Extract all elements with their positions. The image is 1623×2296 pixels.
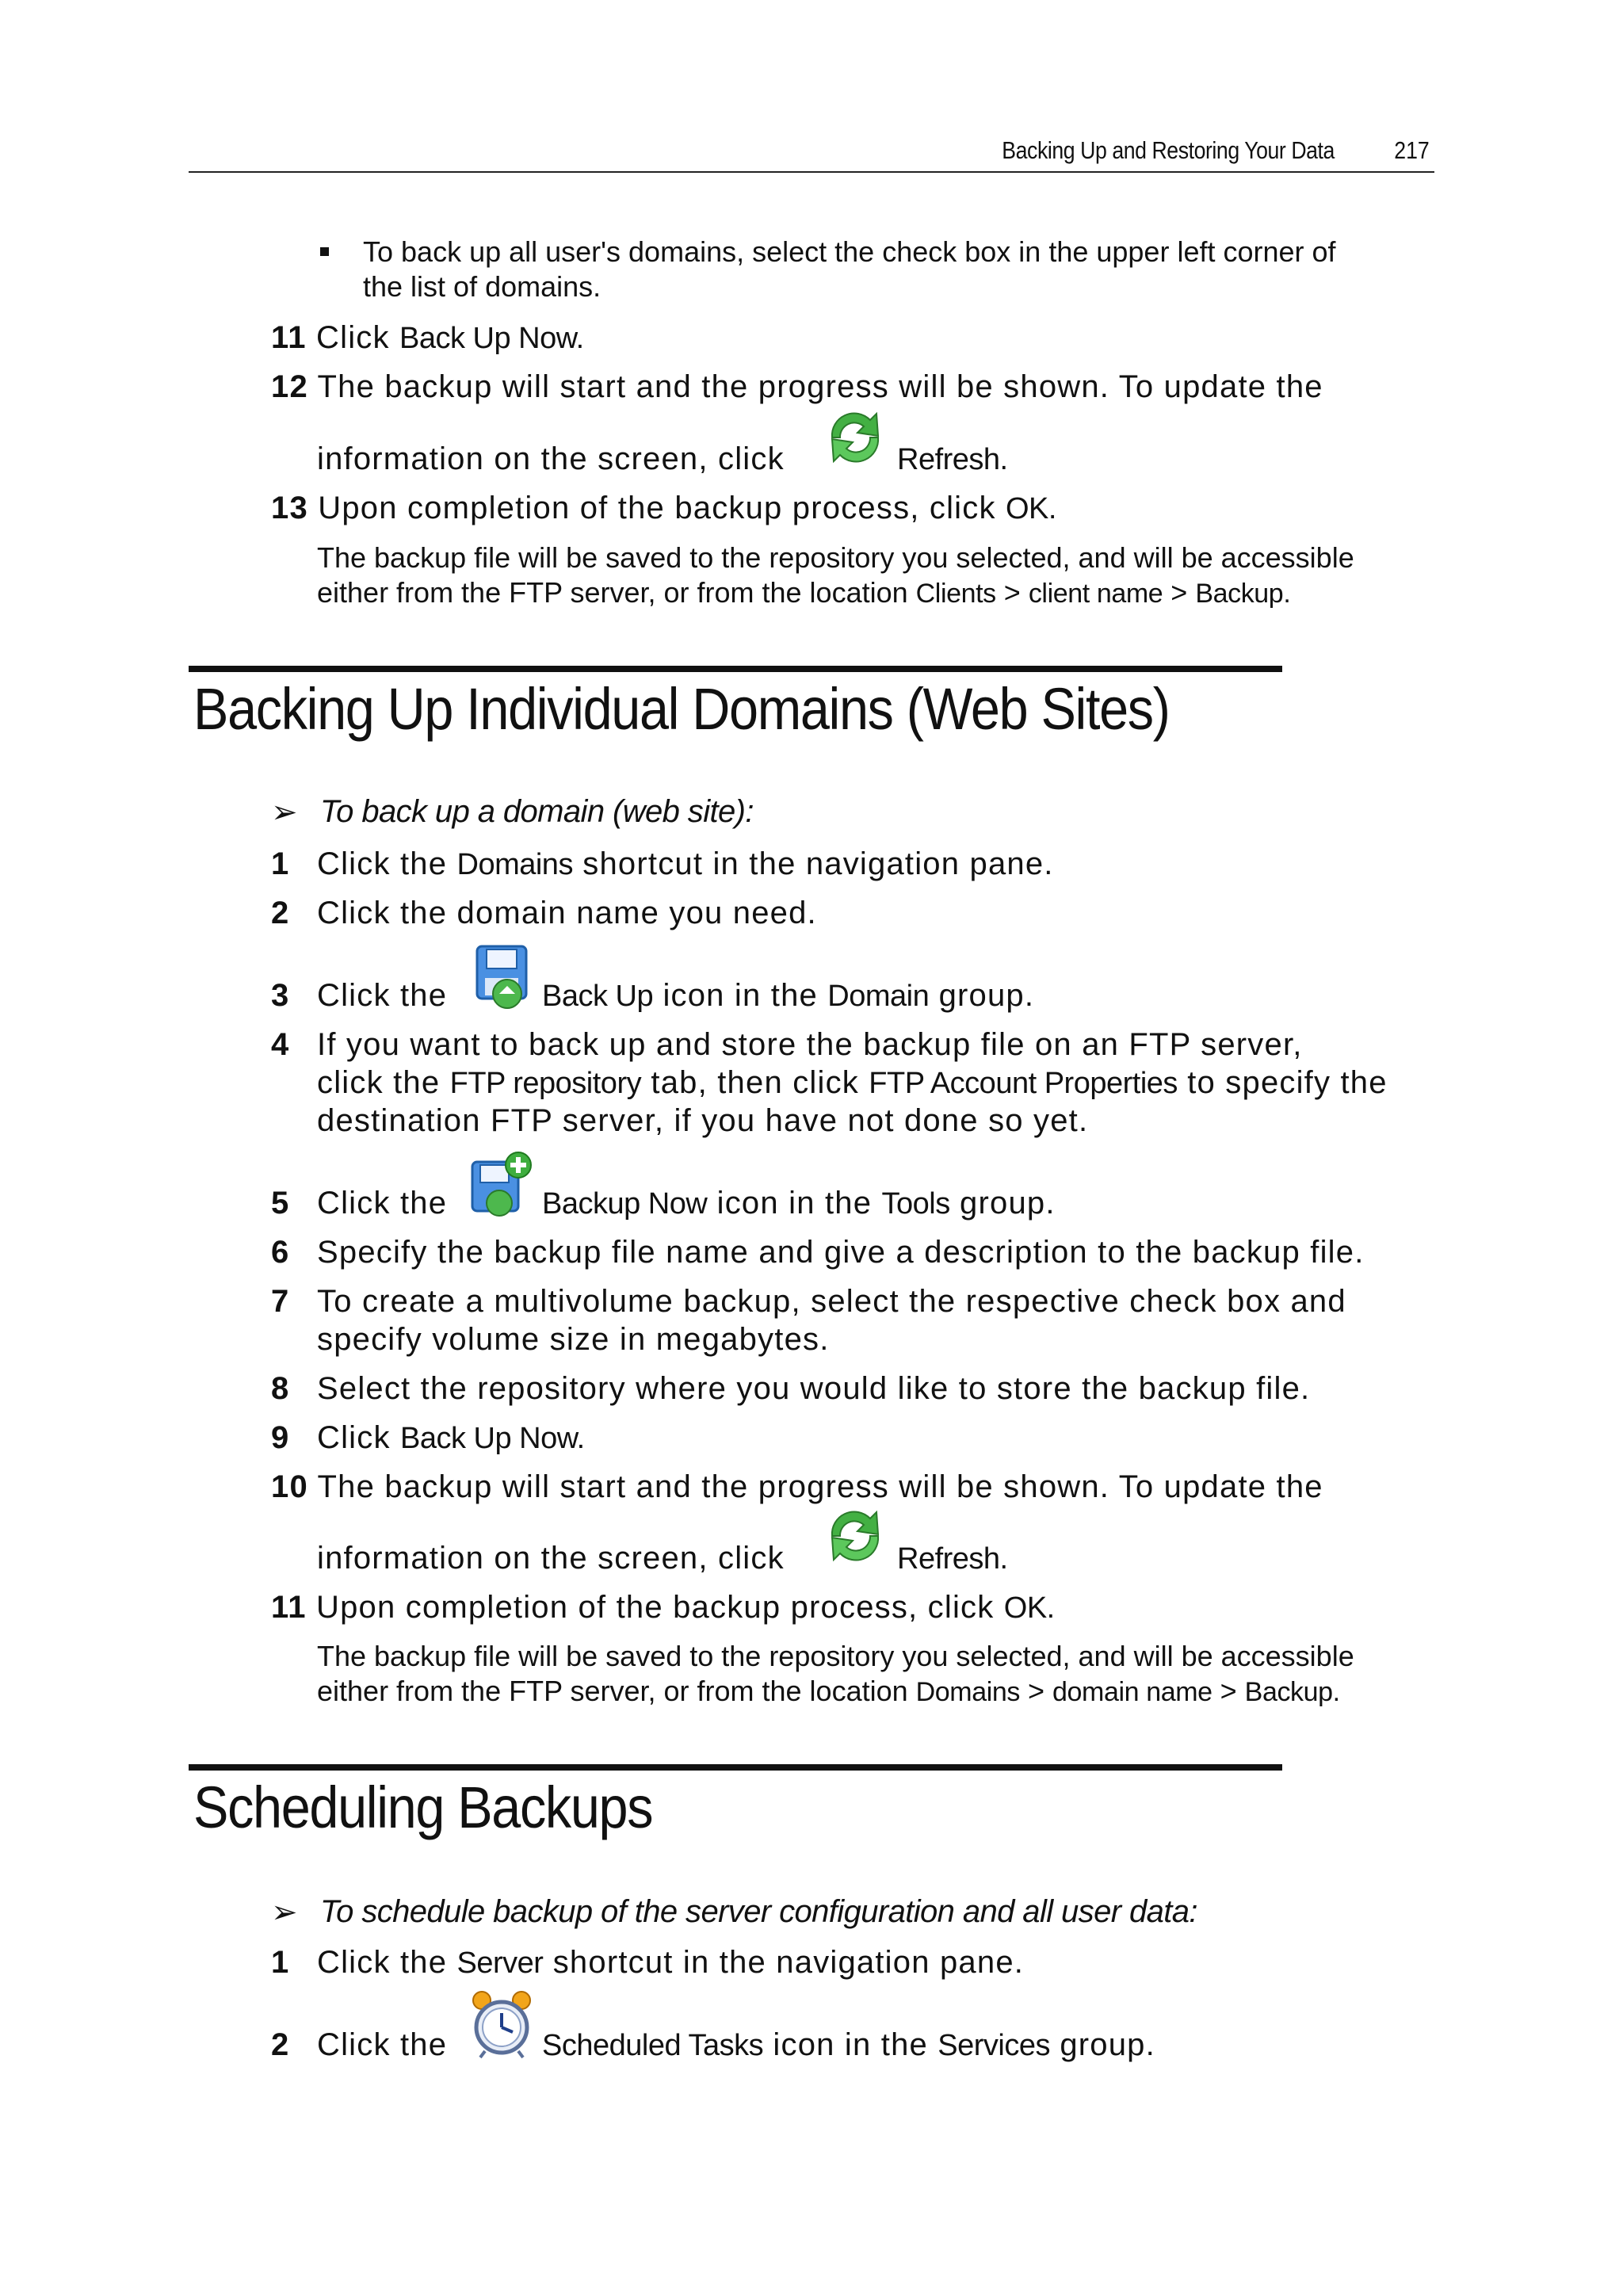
section-title-backing-up-domains: Backing Up Individual Domains (Web Sites) (193, 676, 1170, 742)
s1-step-5 (271, 1184, 447, 1222)
ui-term-ftp-account-properties: FTP Account Properties (869, 1067, 1178, 1100)
step-12-top-line1 (271, 368, 1323, 406)
step-number: 11 (271, 1590, 307, 1625)
ui-term-refresh: Refresh. (897, 443, 1008, 476)
ui-term-back-up: Back Up (542, 980, 654, 1013)
step-number: 4 (271, 1027, 290, 1062)
s1-step-9 (271, 1419, 585, 1457)
ui-term-scheduled-tasks: Scheduled Tasks (542, 2029, 764, 2062)
step-number: 9 (271, 1420, 290, 1455)
step-text: The backup will start and the progress will be shown. To update the (317, 1469, 1323, 1504)
step-text: click the (317, 1065, 450, 1100)
step-number: 1 (271, 1945, 290, 1980)
s1-step-2 (271, 894, 817, 932)
step-number: 6 (271, 1235, 290, 1270)
step-text: to specify the (1177, 1065, 1388, 1100)
ui-term-server: Server (456, 1946, 544, 1980)
ui-term-tools: Tools (881, 1187, 950, 1221)
section-rule (189, 1764, 1282, 1771)
ui-term-back-up-now: Back Up Now. (399, 322, 584, 355)
refresh-label (897, 440, 1008, 479)
step-text: Click the domain name you need. (317, 896, 817, 930)
step-number: 13 (271, 491, 308, 525)
s2-step-2 (271, 2026, 447, 2064)
step-text: Click the (317, 978, 448, 1013)
ui-term-refresh: Refresh. (897, 1542, 1008, 1576)
step-number: 2 (271, 896, 290, 930)
step-text: Select the repository where you would like to store the backup file. (317, 1371, 1311, 1406)
step-text: group. (1050, 2027, 1155, 2062)
refresh-icon (821, 406, 889, 469)
ui-term-ftp-repository: FTP repository (449, 1067, 642, 1100)
procedure-arrow-icon: ➢ (271, 1895, 298, 1930)
step-text: Upon completion of the backup process, click (316, 1590, 1004, 1625)
step-text: Click the (317, 1945, 457, 1980)
step-number: 12 (271, 369, 308, 404)
step-number: 5 (271, 1186, 290, 1221)
note-text: either from the FTP server, or from the location (317, 576, 916, 609)
step-number: 7 (271, 1284, 290, 1319)
s2-step-1 (271, 1943, 1024, 1982)
s1-step-11 (271, 1588, 1055, 1627)
ui-term-domain-name: domain name (1052, 1677, 1212, 1707)
ui-term-backup: Backup. (1195, 579, 1291, 609)
page-number: 217 (1394, 136, 1430, 164)
step-text: Click (317, 1420, 400, 1455)
step-text: icon in the (763, 2027, 938, 2062)
ui-term-back-up-now: Back Up Now. (399, 1422, 585, 1455)
path-separator: > (1212, 1675, 1245, 1707)
step-11-top (271, 319, 584, 357)
procedure-arrow-icon: ➢ (271, 795, 298, 830)
step-number: 11 (271, 320, 307, 355)
procedure-heading: To back up a domain (web site): (320, 794, 754, 829)
ui-term-domain: Domain (827, 980, 930, 1013)
step-text: information on the screen, click (317, 441, 785, 476)
note-top-line2 (317, 575, 1290, 611)
ui-term-domains: Domains (456, 848, 573, 881)
s1-step-4-line3: destination FTP server, if you have not done so yet. (317, 1103, 1089, 1138)
s1-step-10-line1 (271, 1468, 1323, 1506)
backup-now-icon (468, 1151, 534, 1219)
step-number: 2 (271, 2027, 290, 2062)
bullet-marker (320, 247, 329, 256)
ui-term-ok: OK. (1005, 492, 1056, 525)
step-number: 1 (271, 846, 290, 881)
running-header-title: Backing Up and Restoring Your Data (1002, 136, 1335, 164)
step-text: tab, then click (641, 1065, 869, 1100)
step-text: Click the (317, 2027, 448, 2062)
alarm-clock-icon (469, 1989, 534, 2059)
step-number: 10 (271, 1469, 308, 1504)
step-text: Click (316, 320, 399, 355)
step-text: icon in the (707, 1186, 882, 1221)
s1-step-7-line2: specify volume size in megabytes. (317, 1322, 830, 1357)
ui-term-domains: Domains (915, 1677, 1020, 1707)
step-text: group. (929, 978, 1035, 1013)
procedure-heading: To schedule backup of the server configuration and all user data: (320, 1894, 1197, 1929)
s1-step-6 (271, 1233, 1365, 1271)
step-text: Specify the backup file name and give a description to the backup file. (317, 1235, 1365, 1270)
step-text: Click the (317, 846, 457, 881)
bullet-text-line2: the list of domains. (363, 270, 601, 303)
path-separator: > (1020, 1675, 1053, 1707)
s1-step-4-line2 (317, 1064, 1388, 1102)
s1-step-4-line1 (271, 1026, 1303, 1064)
step-text: shortcut in the navigation pane. (543, 1945, 1025, 1980)
s1-step-10-line2 (317, 1539, 785, 1577)
step-text: group. (949, 1186, 1056, 1221)
s1-step-3-rest (542, 976, 1034, 1015)
step-text: information on the screen, click (317, 1541, 785, 1576)
s1-step-7-line1 (271, 1282, 1346, 1320)
backup-disk-icon (472, 943, 536, 1011)
s1-step-8 (271, 1370, 1310, 1408)
refresh-label (897, 1539, 1008, 1578)
step-12-top-line2 (317, 440, 785, 478)
step-text: If you want to back up and store the backup file on an FTP server, (317, 1027, 1303, 1062)
path-separator: > (1163, 576, 1196, 609)
s1-note-line2 (317, 1674, 1340, 1710)
step-text: icon in the (653, 978, 828, 1013)
note-top-line1: The backup file will be saved to the repository you selected, and will be accessible (317, 541, 1354, 574)
step-number: 3 (271, 978, 290, 1013)
step-text: shortcut in the navigation pane. (572, 846, 1054, 881)
step-text: Upon completion of the backup process, click (318, 491, 1006, 525)
running-header (189, 133, 1434, 173)
ui-term-clients: Clients (915, 579, 996, 609)
s1-step-5-rest (542, 1184, 1056, 1223)
path-separator: > (995, 576, 1029, 609)
section-rule (189, 666, 1282, 672)
step-text: The backup will start and the progress will be shown. To update the (317, 369, 1323, 404)
ui-term-client-name: client name (1028, 579, 1163, 609)
section-title-scheduling-backups: Scheduling Backups (193, 1775, 653, 1840)
ui-term-backup: Backup. (1244, 1677, 1340, 1707)
s1-step-1 (271, 845, 1054, 884)
bullet-text-line1: To back up all user's domains, select the check box in the upper left corner of (363, 235, 1336, 268)
step-text: Click the (317, 1186, 448, 1221)
s1-step-3 (271, 976, 447, 1014)
ui-term-services: Services (938, 2029, 1050, 2062)
refresh-icon (821, 1504, 889, 1568)
s1-note-line1: The backup file will be saved to the repository you selected, and will be accessible (317, 1640, 1354, 1672)
step-text: To create a multivolume backup, select the respective check box and (317, 1284, 1346, 1319)
s2-step-2-rest (542, 2026, 1155, 2065)
step-13-top (271, 489, 1056, 528)
ui-term-backup-now: Backup Now (542, 1187, 708, 1221)
step-number: 8 (271, 1371, 290, 1406)
note-text: either from the FTP server, or from the location (317, 1675, 916, 1707)
ui-term-ok: OK. (1003, 1591, 1055, 1625)
